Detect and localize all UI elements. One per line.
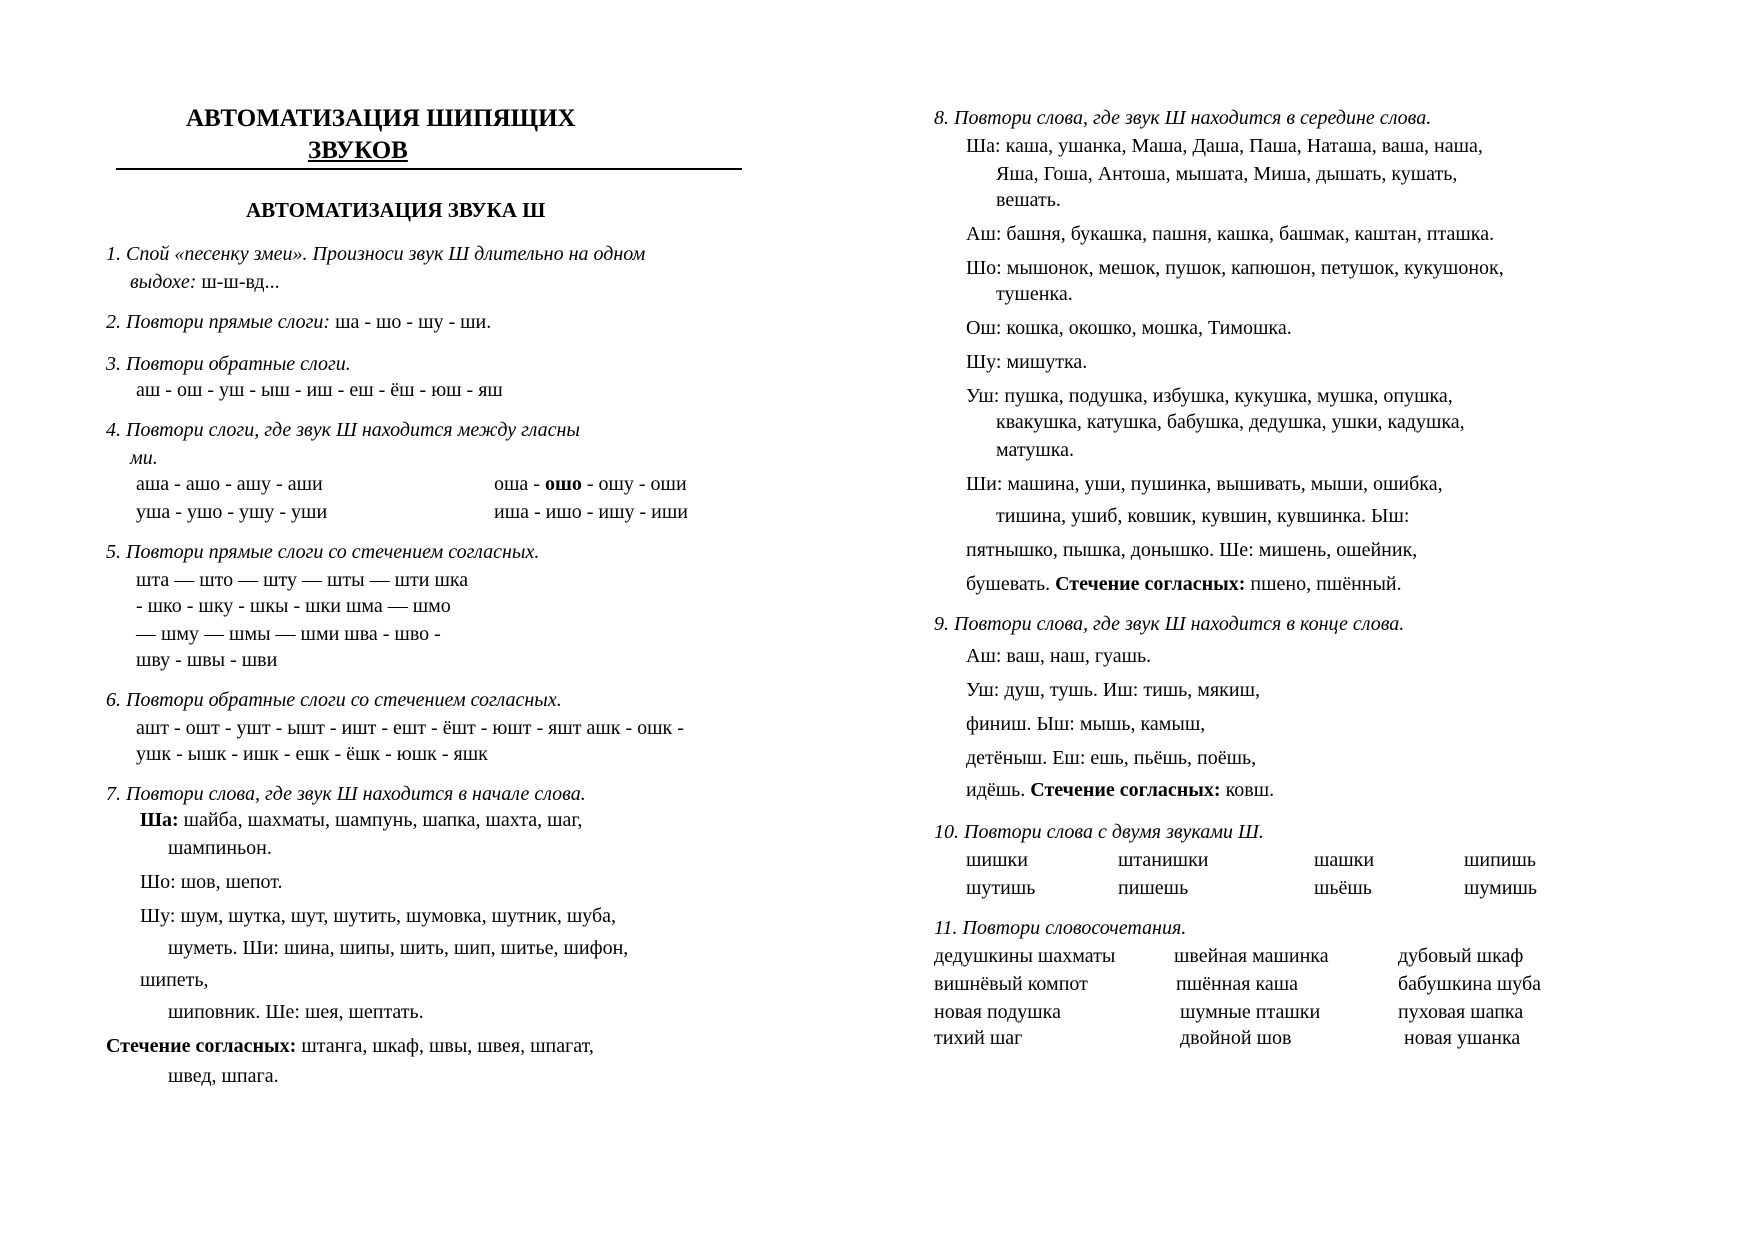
- exercise-4-row1-right: оша - ошо - ошу - оши: [494, 473, 687, 495]
- exercise-4-row2-right: иша - ишо - ишу - иши: [494, 501, 688, 523]
- exercise-5-line: - шко - шку - шкы - шки шма — шмо: [136, 595, 451, 617]
- page-title: АВТОМАТИЗАЦИЯ ШИПЯЩИХ: [186, 105, 576, 132]
- exercise-9-last: идёшь. Стечение согласных: ковш.: [966, 779, 1275, 801]
- phrase-cell: тихий шаг: [934, 1027, 1023, 1049]
- exercise-9-line: Уш: душ, тушь. Иш: тишь, мякиш,: [966, 679, 1260, 701]
- exercise-1-line2: выдохе: ш-ш-вд...: [130, 271, 280, 293]
- exercise-4-row2-left: уша - ушо - ушу - уши: [136, 501, 328, 523]
- exercise-8-line: пятнышко, пышка, донышко. Ше: мишень, ошейник,: [966, 539, 1418, 561]
- exercise-7-prompt: 7. Повтори слова, где звук Ш находится в начале слова.: [106, 783, 586, 805]
- exercise-8-line: Ош: кошка, окошко, мошка, Тимошка.: [966, 317, 1292, 339]
- exercise-7-sha-cont: шампиньон.: [168, 837, 272, 859]
- exercise-8-line: вешать.: [996, 189, 1061, 211]
- exercise-9-line: Аш: ваш, наш, гуашь.: [966, 645, 1152, 667]
- phrase-cell: пуховая шапка: [1398, 1001, 1524, 1023]
- phrase-cell: новая подушка: [934, 1001, 1061, 1023]
- exercise-6-prompt: 6. Повтори обратные слоги со стечением согласных.: [106, 689, 562, 711]
- exercise-1-prompt: 1. Спой «песенку змеи». Произноси звук Ш длительно на одном: [106, 243, 646, 265]
- word-cell: шутишь: [966, 877, 1036, 899]
- word-cell: шумишь: [1464, 877, 1538, 899]
- exercise-5-line: шву - швы - шви: [136, 649, 278, 671]
- exercise-8-last: бушевать. Стечение согласных: пшено, пшённый.: [966, 573, 1402, 595]
- exercise-7-shu-cont3: шиповник. Ше: шея, шептать.: [168, 1001, 424, 1023]
- exercise-7-shu-cont: шуметь. Ши: шина, шипы, шить, шип, шитье, шифон,: [168, 937, 629, 959]
- exercise-8-line: Шу: мишутка.: [966, 351, 1088, 373]
- word-cell: шипишь: [1464, 849, 1537, 871]
- exercise-8-line: Ша: каша, ушанка, Маша, Даша, Паша, Наташа, ваша, наша,: [966, 135, 1483, 157]
- section-subtitle: АВТОМАТИЗАЦИЯ ЗВУКА Ш: [246, 198, 546, 222]
- exercise-5-line: шта — што — шту — шты — шти шка: [136, 569, 469, 591]
- word-cell: пишешь: [1118, 877, 1189, 899]
- word-cell: штанишки: [1118, 849, 1209, 871]
- phrase-cell: дубовый шкаф: [1398, 945, 1524, 967]
- exercise-4-prompt-cont: ми.: [130, 447, 158, 469]
- exercise-3-line: аш - ош - уш - ыш - иш - еш - ёш - юш - яш: [136, 379, 503, 401]
- phrase-cell: дедушкины шахматы: [934, 945, 1116, 967]
- phrase-cell: пшённая каша: [1176, 973, 1299, 995]
- exercise-7-cluster: Стечение согласных: штанга, шкаф, швы, швея, шпагат,: [106, 1035, 594, 1057]
- exercise-2: 2. Повтори прямые слоги: ша - шо - шу - ши.: [106, 311, 492, 333]
- phrase-cell: бабушкина шуба: [1398, 973, 1542, 995]
- exercise-3-prompt: 3. Повтори обратные слоги.: [106, 353, 351, 375]
- exercise-10-prompt: 10. Повтори слова с двумя звуками Ш.: [934, 821, 1264, 843]
- exercise-8-line: Яша, Гоша, Антоша, мышата, Миша, дышать, кушать,: [996, 163, 1458, 185]
- exercise-7-cluster-cont: швед, шпага.: [168, 1065, 279, 1087]
- exercise-8-line: тишина, ушиб, ковшик, кувшин, кувшинка. Ыш:: [996, 505, 1410, 527]
- exercise-5-line: — шму — шмы — шми шва - шво -: [136, 623, 441, 645]
- exercise-6-line: ашт - ошт - ушт - ышт - ишт - ешт - ёшт - юшт - яшт ашк - ошк -: [136, 717, 684, 739]
- page-title-line2: ЗВУКОВ: [308, 137, 408, 164]
- exercise-4-prompt: 4. Повтори слоги, где звук Ш находится между гласны: [106, 419, 580, 441]
- exercise-8-line: Уш: пушка, подушка, избушка, кукушка, мушка, опушка,: [966, 385, 1453, 407]
- exercise-7-shu: Шу: шум, шутка, шут, шутить, шумовка, шутник, шуба,: [140, 905, 617, 927]
- phrase-cell: двойной шов: [1180, 1027, 1292, 1049]
- exercise-7-sha: Ша: шайба, шахматы, шампунь, шапка, шахта, шаг,: [140, 809, 583, 831]
- exercise-8-line: Аш: башня, букашка, пашня, кашка, башмак, каштан, пташка.: [966, 223, 1495, 245]
- title-underline: [116, 168, 742, 170]
- exercise-7-sho: Шо: шов, шепот.: [140, 871, 283, 893]
- exercise-4-row1-left: аша - ашо - ашу - аши: [136, 473, 323, 495]
- exercise-8-line: матушка.: [996, 439, 1075, 461]
- exercise-8-line: квакушка, катушка, бабушка, дедушка, ушки, кадушка,: [996, 411, 1465, 433]
- word-cell: шишки: [966, 849, 1028, 871]
- exercise-8-prompt: 8. Повтори слова, где звук Ш находится в середине слова.: [934, 107, 1432, 129]
- exercise-8-line: Шо: мышонок, мешок, пушок, капюшон, петушок, кукушонок,: [966, 257, 1504, 279]
- exercise-7-shu-cont2: шипеть,: [140, 969, 209, 991]
- word-cell: шьёшь: [1314, 877, 1372, 899]
- exercise-11-prompt: 11. Повтори словосочетания.: [934, 917, 1187, 939]
- exercise-6-line: ушк - ышк - ишк - ешк - ёшк - юшк - яшк: [136, 743, 488, 765]
- exercise-9-line: детёныш. Еш: ешь, пьёшь, поёшь,: [966, 747, 1257, 769]
- phrase-cell: швейная машинка: [1174, 945, 1329, 967]
- exercise-9-prompt: 9. Повтори слова, где звук Ш находится в конце слова.: [934, 613, 1405, 635]
- phrase-cell: вишнёвый компот: [934, 973, 1088, 995]
- phrase-cell: шумные пташки: [1180, 1001, 1321, 1023]
- word-cell: шашки: [1314, 849, 1375, 871]
- phrase-cell: новая ушанка: [1404, 1027, 1521, 1049]
- exercise-8-line: Ши: машина, уши, пушинка, вышивать, мыши, ошибка,: [966, 473, 1443, 495]
- exercise-5-prompt: 5. Повтори прямые слоги со стечением согласных.: [106, 541, 540, 563]
- exercise-9-line: финиш. Ыш: мышь, камыш,: [966, 713, 1206, 735]
- exercise-8-line: тушенка.: [996, 283, 1073, 305]
